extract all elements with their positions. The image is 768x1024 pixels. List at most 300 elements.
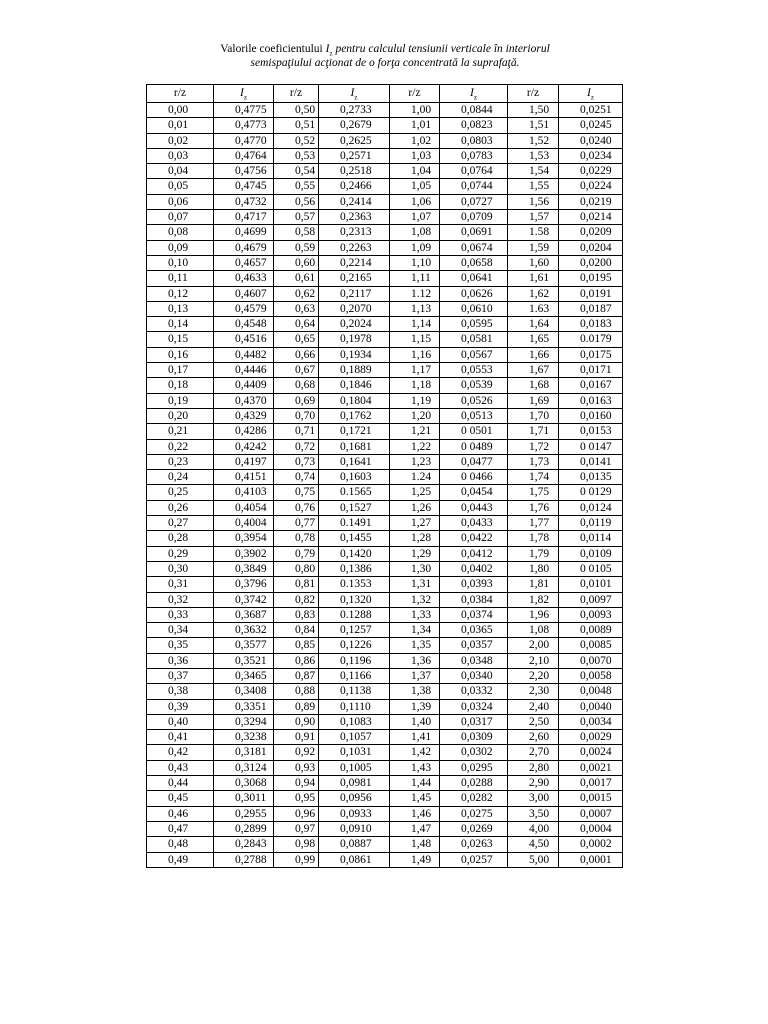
- column-header-subscript: z: [354, 93, 358, 102]
- ratio-cell: 1,78: [508, 531, 559, 546]
- ratio-cell: 3,50: [508, 806, 559, 821]
- coefficient-cell: 0,0058: [559, 668, 623, 683]
- coefficient-cell: 0,0093: [559, 607, 623, 622]
- ratio-cell: 1,27: [390, 516, 440, 531]
- ratio-cell: 0,40: [147, 714, 214, 729]
- coefficient-cell: 0,1721: [319, 424, 390, 439]
- ratio-cell: 1,19: [390, 393, 440, 408]
- ratio-cell: 0,71: [274, 424, 319, 439]
- ratio-cell: 0,11: [147, 271, 214, 286]
- coefficient-cell: 0,2070: [319, 301, 390, 316]
- ratio-cell: 0,37: [147, 668, 214, 683]
- ratio-cell: 0,56: [274, 194, 319, 209]
- table-row: [147, 760, 623, 775]
- ratio-cell: 0,35: [147, 638, 214, 653]
- ratio-cell: 1,79: [508, 546, 559, 561]
- ratio-cell: 0,78: [274, 531, 319, 546]
- coefficient-cell: 0,4773: [214, 118, 274, 133]
- table-row: [147, 225, 623, 240]
- ratio-cell: 0,87: [274, 668, 319, 683]
- coefficient-cell: 0,1166: [319, 668, 390, 683]
- column-header-label: r/z: [289, 87, 303, 99]
- coefficient-cell: 0,0443: [440, 500, 508, 515]
- coefficient-cell: 0,2733: [319, 103, 390, 118]
- coefficient-cell: 0.1288: [319, 607, 390, 622]
- ratio-cell: 1,48: [390, 837, 440, 852]
- ratio-cell: 1,35: [390, 638, 440, 653]
- coefficient-cell: 0,0114: [559, 531, 623, 546]
- ratio-cell: 1,08: [390, 225, 440, 240]
- coefficient-cell: 0,3521: [214, 653, 274, 668]
- ratio-cell: 1,32: [390, 592, 440, 607]
- coefficient-cell: 0,0567: [440, 347, 508, 362]
- ratio-cell: 0,00: [147, 103, 214, 118]
- caption-line-1-text: Valorile coeficientului: [220, 43, 326, 55]
- coefficient-cell: 0,3238: [214, 730, 274, 745]
- ratio-cell: 0,32: [147, 592, 214, 607]
- coefficient-cell: 0,4548: [214, 317, 274, 332]
- ratio-cell: 2,70: [508, 745, 559, 760]
- table-row: [147, 210, 623, 225]
- coefficient-cell: 0.0179: [559, 332, 623, 347]
- ratio-cell: 4,00: [508, 821, 559, 836]
- ratio-cell: 1,69: [508, 393, 559, 408]
- coefficient-cell: 0,0956: [319, 791, 390, 806]
- column-header-label: I: [350, 87, 355, 99]
- table-row: [147, 852, 623, 867]
- ratio-cell: 0,53: [274, 148, 319, 163]
- coefficient-cell: 0,3408: [214, 684, 274, 699]
- ratio-cell: 1,70: [508, 408, 559, 423]
- coefficient-cell: 0,1138: [319, 684, 390, 699]
- table-row: [147, 148, 623, 163]
- column-header-label: r/z: [526, 87, 540, 99]
- coefficient-cell: 0,0029: [559, 730, 623, 745]
- ratio-cell: 1,28: [390, 531, 440, 546]
- ratio-cell: 0,58: [274, 225, 319, 240]
- ratio-cell: 1,23: [390, 454, 440, 469]
- ratio-cell: 0,84: [274, 623, 319, 638]
- ratio-cell: 1.58: [508, 225, 559, 240]
- ratio-cell: 0,02: [147, 133, 214, 148]
- table-row: [147, 133, 623, 148]
- coefficient-cell: 0,0324: [440, 699, 508, 714]
- column-header-subscript: z: [243, 93, 247, 102]
- ratio-cell: 1,25: [390, 485, 440, 500]
- coefficient-cell: 0,1641: [319, 454, 390, 469]
- ratio-cell: 0,68: [274, 378, 319, 393]
- ratio-cell: 0,01: [147, 118, 214, 133]
- coefficient-cell: 0,0153: [559, 424, 623, 439]
- ratio-cell: 0,72: [274, 439, 319, 454]
- column-header-label: I: [587, 87, 591, 99]
- ratio-cell: 0,96: [274, 806, 319, 821]
- ratio-cell: 1,30: [390, 561, 440, 576]
- coefficient-cell: 0,1603: [319, 470, 390, 485]
- ratio-cell: 0,12: [147, 286, 214, 301]
- coefficient-cell: 0,0269: [440, 821, 508, 836]
- coefficient-cell: 0,0295: [440, 760, 508, 775]
- ratio-cell: 1,55: [508, 179, 559, 194]
- coefficient-cell: 0,0823: [440, 118, 508, 133]
- ratio-cell: 1,02: [390, 133, 440, 148]
- ratio-cell: 0,10: [147, 255, 214, 270]
- ratio-cell: 0,75: [274, 485, 319, 500]
- coefficient-cell: 0,0034: [559, 714, 623, 729]
- ratio-cell: 1,06: [390, 194, 440, 209]
- ratio-cell: 0,15: [147, 332, 214, 347]
- table-row: [147, 470, 623, 485]
- ratio-cell: 0,39: [147, 699, 214, 714]
- coefficient-cell: 0,2414: [319, 194, 390, 209]
- column-header-subscript: z: [473, 93, 477, 102]
- ratio-cell: 0,95: [274, 791, 319, 806]
- coefficient-cell: 0 0501: [440, 424, 508, 439]
- ratio-cell: 1,61: [508, 271, 559, 286]
- coefficient-cell: 0,0002: [559, 837, 623, 852]
- caption-line-2: semispaţiului acţionat de o forţa concentrată la suprafaţă.: [250, 56, 520, 69]
- coefficient-cell: 0,4054: [214, 500, 274, 515]
- coefficient-cell: 0,0191: [559, 286, 623, 301]
- coefficient-cell: 0,0477: [440, 454, 508, 469]
- ratio-cell: 0,55: [274, 179, 319, 194]
- table-row: [147, 378, 623, 393]
- ratio-cell: 1,09: [390, 240, 440, 255]
- coefficient-cell: 0,0119: [559, 516, 623, 531]
- coefficient-cell: 0,3577: [214, 638, 274, 653]
- coefficient-cell: 0,0317: [440, 714, 508, 729]
- coefficient-cell: 0,0209: [559, 225, 623, 240]
- coefficient-cell: 0,0861: [319, 852, 390, 867]
- coefficient-cell: 0,2165: [319, 271, 390, 286]
- ratio-cell: 0,82: [274, 592, 319, 607]
- ratio-cell: 1,16: [390, 347, 440, 362]
- coefficient-cell: 0,2263: [319, 240, 390, 255]
- ratio-cell: 1,76: [508, 500, 559, 515]
- coefficient-cell: 0,2313: [319, 225, 390, 240]
- coefficient-cell: 0,2899: [214, 821, 274, 836]
- coefficient-cell: 0,1889: [319, 363, 390, 378]
- ratio-cell: 0,14: [147, 317, 214, 332]
- ratio-cell: 1,15: [390, 332, 440, 347]
- coefficient-cell: 0,4679: [214, 240, 274, 255]
- coefficient-cell: 0,0340: [440, 668, 508, 683]
- column-header: [508, 85, 559, 103]
- ratio-cell: 1,41: [390, 730, 440, 745]
- coefficient-cell: 0,4197: [214, 454, 274, 469]
- ratio-cell: 0,74: [274, 470, 319, 485]
- coefficient-cell: 0,0251: [559, 103, 623, 118]
- ratio-cell: 2,40: [508, 699, 559, 714]
- table-row: [147, 776, 623, 791]
- ratio-cell: 0,46: [147, 806, 214, 821]
- ratio-cell: 0,04: [147, 164, 214, 179]
- ratio-cell: 1,53: [508, 148, 559, 163]
- coefficient-cell: 0 0129: [559, 485, 623, 500]
- coefficient-cell: 0,0933: [319, 806, 390, 821]
- ratio-cell: 0,88: [274, 684, 319, 699]
- coefficient-cell: 0,4770: [214, 133, 274, 148]
- coefficient-cell: 0,2843: [214, 837, 274, 852]
- table-row: [147, 103, 623, 118]
- ratio-cell: 1,47: [390, 821, 440, 836]
- coefficient-cell: 0,0658: [440, 255, 508, 270]
- table-row: [147, 714, 623, 729]
- coefficient-cell: 0,0910: [319, 821, 390, 836]
- ratio-cell: 0,38: [147, 684, 214, 699]
- ratio-cell: 0,76: [274, 500, 319, 515]
- coefficient-cell: 0,4242: [214, 439, 274, 454]
- ratio-cell: 0,26: [147, 500, 214, 515]
- table-row: [147, 607, 623, 622]
- coefficient-cell: 0,0224: [559, 179, 623, 194]
- coefficient-cell: 0,2788: [214, 852, 274, 867]
- coefficient-cell: 0,2625: [319, 133, 390, 148]
- coefficient-cell: 0,3465: [214, 668, 274, 683]
- coefficient-cell: 0,2117: [319, 286, 390, 301]
- coefficient-cell: 0,0200: [559, 255, 623, 270]
- ratio-cell: 0,13: [147, 301, 214, 316]
- ratio-cell: 1,33: [390, 607, 440, 622]
- coefficient-cell: 0,0219: [559, 194, 623, 209]
- ratio-cell: 5,00: [508, 852, 559, 867]
- ratio-cell: 0,59: [274, 240, 319, 255]
- coefficient-cell: 0.1353: [319, 577, 390, 592]
- coefficient-cell: 0,1386: [319, 561, 390, 576]
- table-row: [147, 164, 623, 179]
- coefficient-cell: 0,4516: [214, 332, 274, 347]
- coefficient-cell: 0,0214: [559, 210, 623, 225]
- coefficient-cell: 0,4409: [214, 378, 274, 393]
- ratio-cell: 1,26: [390, 500, 440, 515]
- table-row: [147, 668, 623, 683]
- coefficient-cell: 0,4745: [214, 179, 274, 194]
- ratio-cell: 0,29: [147, 546, 214, 561]
- coefficient-cell: 0,1681: [319, 439, 390, 454]
- coefficient-cell: 0,4329: [214, 408, 274, 423]
- ratio-cell: 1,40: [390, 714, 440, 729]
- coefficient-cell: 0 0147: [559, 439, 623, 454]
- coefficient-cell: 0,0422: [440, 531, 508, 546]
- ratio-cell: 0,54: [274, 164, 319, 179]
- column-header-label: I: [240, 87, 244, 99]
- table-row: [147, 408, 623, 423]
- ratio-cell: 0,33: [147, 607, 214, 622]
- ratio-cell: 1,66: [508, 347, 559, 362]
- column-header: [319, 85, 390, 103]
- ratio-cell: 1,01: [390, 118, 440, 133]
- coefficient-cell: 0,1320: [319, 592, 390, 607]
- ratio-cell: 1,82: [508, 592, 559, 607]
- ratio-cell: 1,56: [508, 194, 559, 209]
- ratio-cell: 0,99: [274, 852, 319, 867]
- coefficient-cell: 0,2955: [214, 806, 274, 821]
- ratio-cell: 0,07: [147, 210, 214, 225]
- ratio-cell: 1,46: [390, 806, 440, 821]
- coefficient-cell: 0,0004: [559, 821, 623, 836]
- ratio-cell: 1,38: [390, 684, 440, 699]
- coefficient-cell: 0,0171: [559, 363, 623, 378]
- ratio-cell: 1,04: [390, 164, 440, 179]
- coefficient-cell: 0,0513: [440, 408, 508, 423]
- ratio-cell: 0,16: [147, 347, 214, 362]
- ratio-cell: 0,81: [274, 577, 319, 592]
- ratio-cell: 3,00: [508, 791, 559, 806]
- coefficient-cell: 0,4775: [214, 103, 274, 118]
- ratio-cell: 1,00: [390, 103, 440, 118]
- ratio-cell: 1,64: [508, 317, 559, 332]
- column-header: [440, 85, 508, 103]
- ratio-cell: 1,11: [390, 271, 440, 286]
- coefficient-cell: 0,0017: [559, 776, 623, 791]
- caption-line-1: [150, 43, 620, 57]
- ratio-cell: 1,73: [508, 454, 559, 469]
- coefficient-cell: 0,3294: [214, 714, 274, 729]
- coefficient-cell: 0,0141: [559, 454, 623, 469]
- table-row: [147, 684, 623, 699]
- ratio-cell: 1,08: [508, 623, 559, 638]
- coefficient-cell: 0,0641: [440, 271, 508, 286]
- coefficient-table: [146, 84, 623, 868]
- ratio-cell: 1,44: [390, 776, 440, 791]
- coefficient-cell: 0,0553: [440, 363, 508, 378]
- ratio-cell: 0,51: [274, 118, 319, 133]
- coefficient-cell: 0,3632: [214, 623, 274, 638]
- ratio-cell: 2,90: [508, 776, 559, 791]
- coefficient-cell: 0,3351: [214, 699, 274, 714]
- ratio-cell: 0,80: [274, 561, 319, 576]
- table-row: [147, 821, 623, 836]
- table-row: [147, 332, 623, 347]
- column-header-subscript: z: [590, 93, 594, 102]
- coefficient-cell: 0,4370: [214, 393, 274, 408]
- coefficient-cell: 0,3742: [214, 592, 274, 607]
- ratio-cell: 1,65: [508, 332, 559, 347]
- coefficient-cell: 0,0595: [440, 317, 508, 332]
- ratio-cell: 2,30: [508, 684, 559, 699]
- ratio-cell: 1,68: [508, 378, 559, 393]
- coefficient-cell: 0,0302: [440, 745, 508, 760]
- ratio-cell: 1,80: [508, 561, 559, 576]
- column-header-label: r/z: [173, 87, 187, 99]
- coefficient-cell: 0,0764: [440, 164, 508, 179]
- ratio-cell: 0,67: [274, 363, 319, 378]
- coefficient-cell: 0 0466: [440, 470, 508, 485]
- ratio-cell: 1,17: [390, 363, 440, 378]
- ratio-cell: 1,14: [390, 317, 440, 332]
- coefficient-cell: 0.1491: [319, 516, 390, 531]
- ratio-cell: 1,39: [390, 699, 440, 714]
- ratio-cell: 0,48: [147, 837, 214, 852]
- table-row: [147, 730, 623, 745]
- coefficient-cell: 0,0803: [440, 133, 508, 148]
- table-row: [147, 623, 623, 638]
- ratio-cell: 0,69: [274, 393, 319, 408]
- coefficient-cell: 0,0097: [559, 592, 623, 607]
- table-row: [147, 745, 623, 760]
- ratio-cell: 2,80: [508, 760, 559, 775]
- ratio-cell: 2,00: [508, 638, 559, 653]
- coefficient-cell: 0,4151: [214, 470, 274, 485]
- coefficient-cell: 0,0357: [440, 638, 508, 653]
- ratio-cell: 1,71: [508, 424, 559, 439]
- coefficient-cell: 0,1804: [319, 393, 390, 408]
- coefficient-cell: 0,0393: [440, 577, 508, 592]
- coefficient-cell: 0 0489: [440, 439, 508, 454]
- ratio-cell: 1,36: [390, 653, 440, 668]
- ratio-cell: 0,17: [147, 363, 214, 378]
- coefficient-cell: 0,0384: [440, 592, 508, 607]
- coefficient-cell: 0,3011: [214, 791, 274, 806]
- caption-line-1-italic: pentru calculul tensiunii verticale în interiorul: [332, 43, 550, 55]
- ratio-cell: 0,43: [147, 760, 214, 775]
- ratio-cell: 0,89: [274, 699, 319, 714]
- coefficient-cell: 0,0167: [559, 378, 623, 393]
- coefficient-cell: 0,0234: [559, 148, 623, 163]
- ratio-cell: 0,83: [274, 607, 319, 622]
- coefficient-cell: 0,2466: [319, 179, 390, 194]
- coefficient-cell: 0,4004: [214, 516, 274, 531]
- ratio-cell: 0,45: [147, 791, 214, 806]
- coefficient-cell: 0,2214: [319, 255, 390, 270]
- coefficient-cell: 0,0526: [440, 393, 508, 408]
- coefficient-cell: 0,1110: [319, 699, 390, 714]
- ratio-cell: 1,10: [390, 255, 440, 270]
- coefficient-cell: 0,0981: [319, 776, 390, 791]
- table-row: [147, 439, 623, 454]
- ratio-cell: 1,54: [508, 164, 559, 179]
- coefficient-cell: 0,3687: [214, 607, 274, 622]
- ratio-cell: 0,62: [274, 286, 319, 301]
- ratio-cell: 1,29: [390, 546, 440, 561]
- ratio-cell: 0,27: [147, 516, 214, 531]
- ratio-cell: 1,60: [508, 255, 559, 270]
- coefficient-cell: 0,0135: [559, 470, 623, 485]
- ratio-cell: 0,64: [274, 317, 319, 332]
- coefficient-cell: 0,3849: [214, 561, 274, 576]
- coefficient-cell: 0,0539: [440, 378, 508, 393]
- coefficient-cell: 0,0691: [440, 225, 508, 240]
- table-row: [147, 546, 623, 561]
- coefficient-cell: 0,0309: [440, 730, 508, 745]
- ratio-cell: 1,18: [390, 378, 440, 393]
- table-row: [147, 561, 623, 576]
- ratio-cell: 1,42: [390, 745, 440, 760]
- coefficient-cell: 0,0160: [559, 408, 623, 423]
- coefficient-cell: 0,0402: [440, 561, 508, 576]
- coefficient-cell: 0,4579: [214, 301, 274, 316]
- ratio-cell: 0,93: [274, 760, 319, 775]
- ratio-cell: 2,50: [508, 714, 559, 729]
- coefficient-cell: 0,0709: [440, 210, 508, 225]
- ratio-cell: 1,74: [508, 470, 559, 485]
- caption-symbol: I: [325, 43, 330, 55]
- coefficient-cell: 0,3068: [214, 776, 274, 791]
- ratio-cell: 0,08: [147, 225, 214, 240]
- ratio-cell: 1,52: [508, 133, 559, 148]
- coefficient-cell: 0,1420: [319, 546, 390, 561]
- table-row: [147, 347, 623, 362]
- coefficient-cell: 0,4764: [214, 148, 274, 163]
- table-row: [147, 806, 623, 821]
- ratio-cell: 1,34: [390, 623, 440, 638]
- ratio-cell: 0,25: [147, 485, 214, 500]
- coefficient-cell: 0,3954: [214, 531, 274, 546]
- ratio-cell: 0,91: [274, 730, 319, 745]
- ratio-cell: 1,62: [508, 286, 559, 301]
- ratio-cell: 2,60: [508, 730, 559, 745]
- coefficient-cell: 0,0332: [440, 684, 508, 699]
